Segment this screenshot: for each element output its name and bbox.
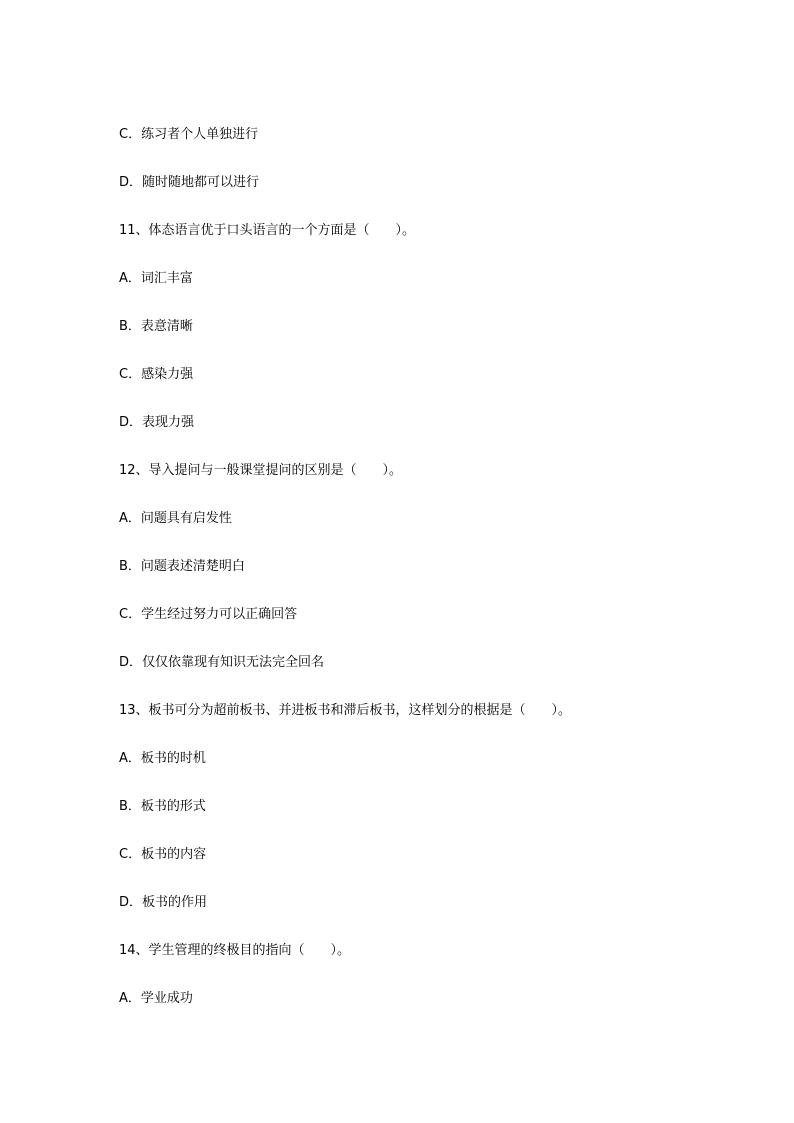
option-line: A．学业成功 bbox=[119, 991, 193, 1006]
option-line: D．板书的作用 bbox=[119, 895, 208, 910]
option-line: A．词汇丰富 bbox=[119, 271, 193, 286]
option-line: C．学生经过努力可以正确回答 bbox=[119, 607, 298, 622]
option-line: B．问题表述清楚明白 bbox=[119, 559, 245, 574]
option-line: A．板书的时机 bbox=[119, 751, 206, 766]
question-line: 13、板书可分为超前板书、并进板书和滞后板书，这样划分的根据是（ ）。 bbox=[119, 703, 572, 718]
option-line: D．仅仅依靠现有知识无法完全回名 bbox=[119, 655, 325, 670]
option-line: B．板书的形式 bbox=[119, 799, 206, 814]
option-line: A．问题具有启发性 bbox=[119, 511, 232, 526]
question-line: 14、学生管理的终极目的指向（ ）。 bbox=[119, 943, 351, 958]
question-line: 12、导入提问与一般课堂提问的区别是（ ）。 bbox=[119, 463, 403, 478]
option-line: C．练习者个人单独进行 bbox=[119, 127, 259, 142]
option-line: C．感染力强 bbox=[119, 367, 194, 382]
option-line: C．板书的内容 bbox=[119, 847, 207, 862]
option-line: D．随时随地都可以进行 bbox=[119, 175, 260, 190]
option-line: B．表意清晰 bbox=[119, 319, 193, 334]
option-line: D．表现力强 bbox=[119, 415, 195, 430]
question-line: 11、体态语言优于口头语言的一个方面是（ ）。 bbox=[119, 223, 416, 238]
